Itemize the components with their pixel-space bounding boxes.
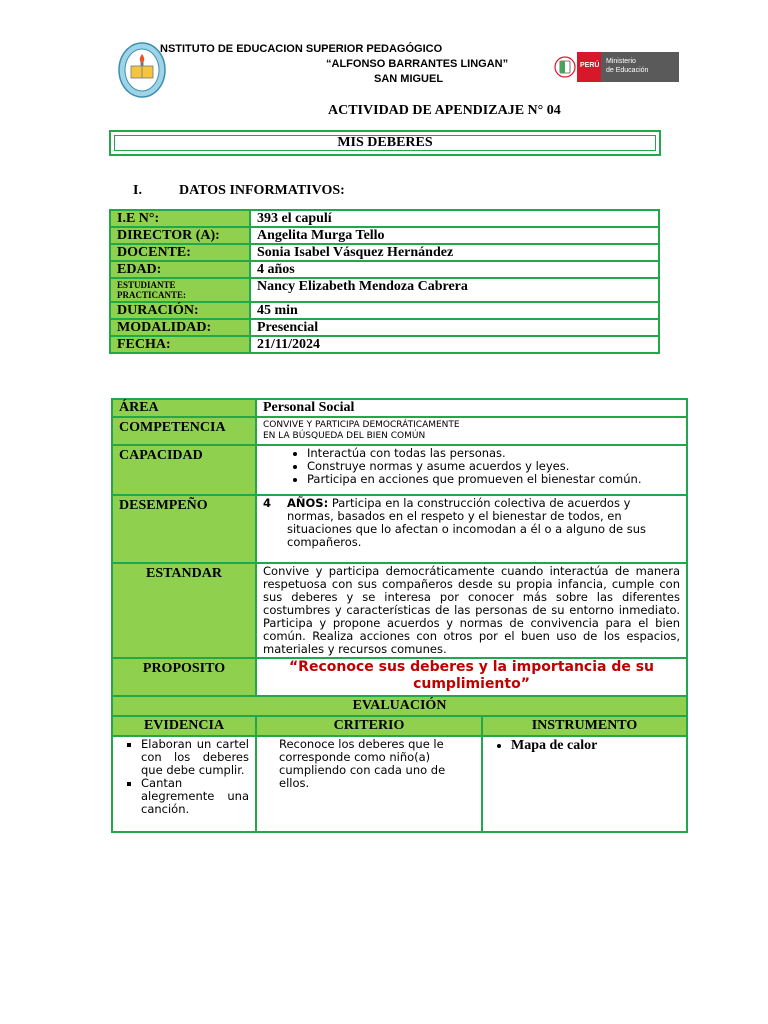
instrumento-list (487, 738, 682, 754)
criterio-text: Reconoce los deberes que le corresponde como niño(a) cumpliendo con cada uno de ellos. (256, 736, 482, 832)
evidencia-list (115, 738, 249, 816)
info-row-modalidad (110, 319, 659, 336)
info-value: 4 años (250, 261, 659, 278)
competencia-line1: CONVIVE Y PARTICIPA DEMOCRÁTICAMENTE (263, 420, 460, 430)
evidencia-label: EVIDENCIA (112, 716, 256, 736)
evidencia-item: ▪ Elaboran un cartel con los deberes que debe cumplir. (141, 738, 249, 777)
capacidad-item: • Participa en acciones que promueven el bienestar común. (307, 473, 682, 486)
info-value: 21/11/2024 (250, 336, 659, 353)
proposito-label: PROPOSITO (112, 658, 256, 696)
capacidad-item: • Interactúa con todas las personas. (307, 447, 682, 460)
info-value: Nancy Elizabeth Mendoza Cabrera (250, 278, 659, 302)
estandar-text: Convive y participa democráticamente cuando interactúa de manera respetuosa con sus compañeros desde su propia infancia, cumple con sus deberes y se interesa por conocer más sobre las diferentes costumbres y características de las personas de su entorno inmediato. Participa y propone acuerdos y normas de convivencia para el bien común. Realiza acciones con otros por el buen uso de los espacios, materiales y recursos comunes. (256, 563, 687, 658)
info-row-director (110, 227, 659, 244)
ministry-name-line1: Ministerio (606, 58, 636, 65)
capacidad-row (112, 445, 687, 495)
info-label: DIRECTOR (A): (110, 227, 250, 244)
desempeno-label: DESEMPEÑO (112, 495, 256, 563)
info-row-fecha (110, 336, 659, 353)
info-label: ESTUDIANTE PRACTICANTE: (110, 278, 250, 302)
info-label: EDAD: (110, 261, 250, 278)
evaluacion-label: EVALUACIÓN (112, 696, 687, 716)
ministry-name-line2: de Educación (606, 67, 649, 74)
info-row-docente (110, 244, 659, 261)
area-value: Personal Social (256, 399, 687, 417)
evidencia-item: ▪ Cantan alegremente una canción. (141, 777, 249, 816)
capacidad-list (261, 447, 682, 486)
session-title: MIS DEBERES (337, 135, 433, 150)
ministry-country: PERÚ (580, 62, 600, 69)
info-label: DOCENTE: (110, 244, 250, 261)
info-label: FECHA: (110, 336, 250, 353)
instrumento-item: • Mapa de calor (511, 738, 682, 754)
competencia-label: COMPETENCIA (112, 417, 256, 445)
area-label: ÁREA (112, 399, 256, 417)
info-label: I.E N°: (110, 210, 250, 227)
section-title: DATOS INFORMATIVOS: (179, 183, 345, 198)
info-value: Sonia Isabel Vásquez Hernández (250, 244, 659, 261)
criterio-label: CRITERIO (256, 716, 482, 736)
desempeno-row (112, 495, 687, 563)
estandar-row (112, 563, 687, 658)
info-value: 393 el capulí (250, 210, 659, 227)
competencia-row (112, 417, 687, 445)
plan-table (111, 398, 688, 833)
institute-name: NSTITUTO DE EDUCACION SUPERIOR PEDAGÓGICO (160, 43, 443, 55)
desempeno-age: AÑOS: (287, 496, 329, 510)
proposito-row (112, 658, 687, 696)
area-row (112, 399, 687, 417)
evaluacion-row (112, 736, 687, 832)
desempeno-number: 4 (263, 496, 272, 510)
proposito-text: “Reconoce sus deberes y la importancia de su cumplimiento” (256, 658, 687, 696)
activity-title: ACTIVIDAD DE APENDIZAJE N° 04 (328, 103, 561, 118)
info-value: 45 min (250, 302, 659, 319)
evaluacion-columns-row (112, 716, 687, 736)
desempeno-text: Participa en la construcción colectiva de acuerdos y normas, basados en el respeto y el bienestar de todos, en situaciones que lo afectan o incomodan a él o a alguno de sus compañeros. (287, 496, 646, 549)
institute-logo (118, 42, 166, 98)
competencia-line2: EN LA BÚSQUEDA DEL BIEN COMÚN (263, 431, 426, 441)
info-label: MODALIDAD: (110, 319, 250, 336)
info-value: Presencial (250, 319, 659, 336)
city-name: SAN MIGUEL (374, 73, 444, 85)
evaluacion-header-row (112, 696, 687, 716)
instrumento-label: INSTRUMENTO (482, 716, 687, 736)
info-row-ie (110, 210, 659, 227)
capacidad-item: • Construye normas y asume acuerdos y leyes. (307, 460, 682, 473)
info-table (109, 209, 660, 354)
capacidad-label: CAPACIDAD (112, 445, 256, 495)
info-row-duracion (110, 302, 659, 319)
info-row-edad (110, 261, 659, 278)
section-number: I. (133, 183, 142, 198)
session-title-box (109, 130, 661, 156)
ministry-logo (553, 52, 679, 82)
school-name: “ALFONSO BARRANTES LINGAN” (326, 58, 509, 70)
info-row-estudiante (110, 278, 659, 302)
info-label: DURACIÓN: (110, 302, 250, 319)
estandar-label: ESTANDAR (112, 563, 256, 658)
info-value: Angelita Murga Tello (250, 227, 659, 244)
